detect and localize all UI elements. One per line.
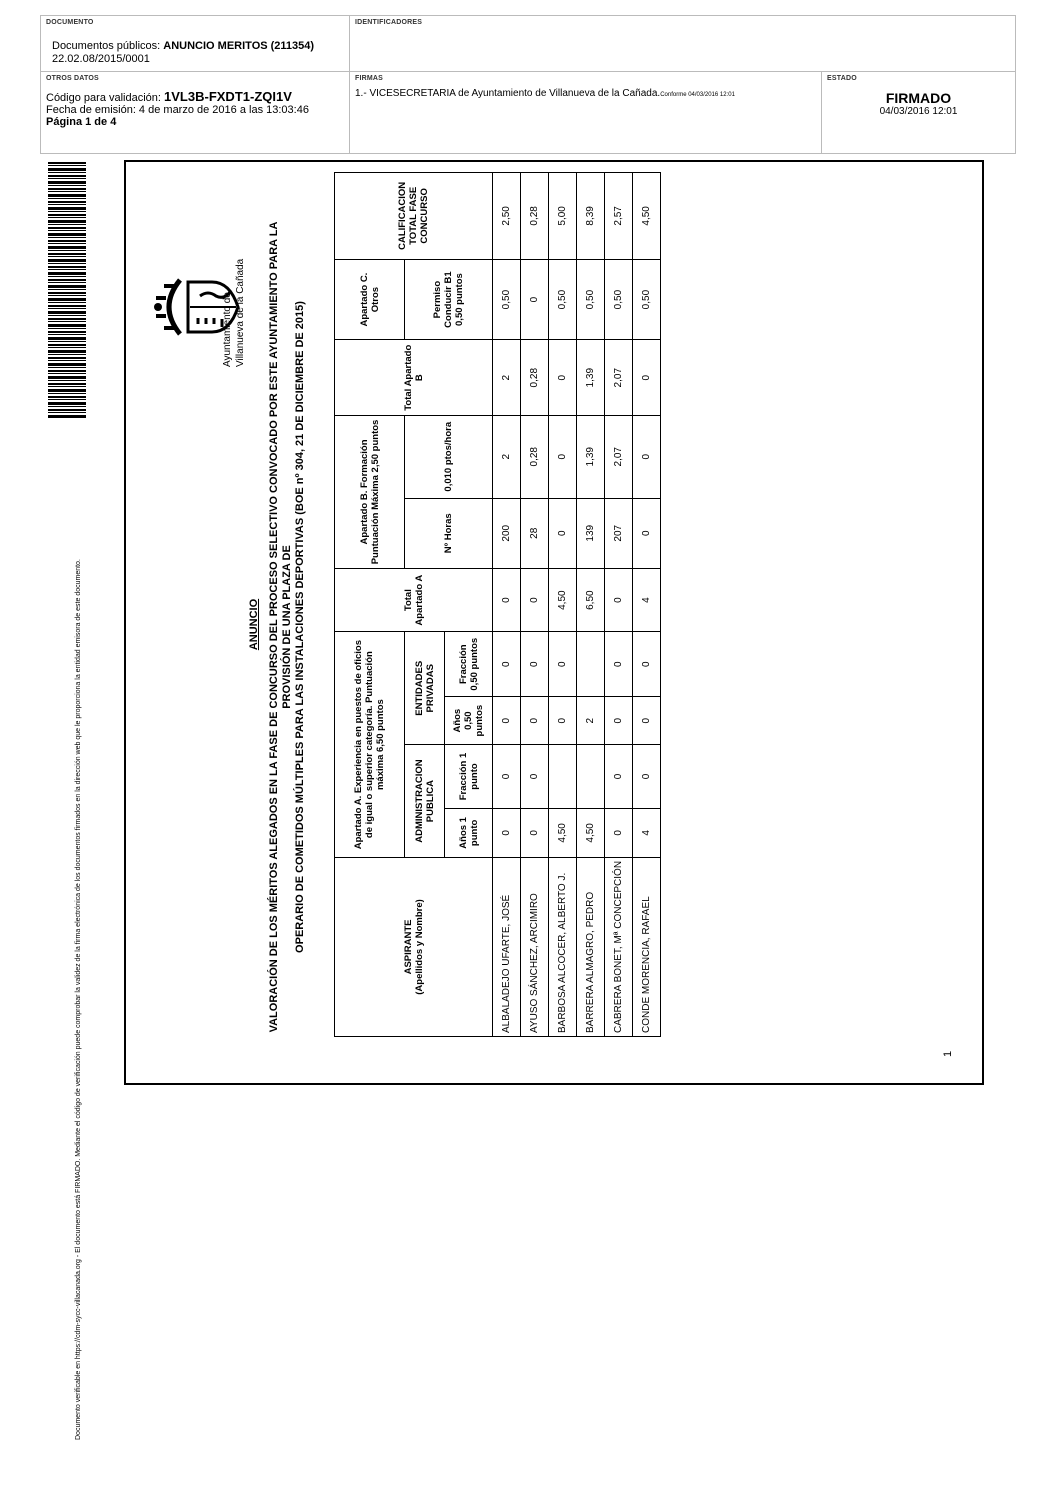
status-signed: FIRMADO — [885, 90, 952, 106]
cell-ptos: 2,07 — [605, 415, 633, 498]
cell-priv-anos: 0 — [633, 697, 661, 745]
cell-priv-anos: 0 — [521, 697, 549, 745]
cell-total-a: 0 — [605, 568, 633, 631]
table-row — [521, 173, 549, 1037]
status-date: 04/03/2016 12:01 — [879, 106, 958, 117]
cell-total-a: 0 — [493, 568, 521, 631]
cell-priv-anos: 0 — [549, 697, 577, 745]
validation-code: 1VL3B-FXDT1-ZQI1V — [164, 89, 292, 104]
col-aspirante: ASPIRANTE (Apellidos y Nombre) — [335, 857, 493, 1036]
cell-ptos: 1,39 — [577, 415, 605, 498]
documento-value: Documentos públicos: ANUNCIO MERITOS (211354) 22.02.08/2015/0001 — [52, 40, 315, 65]
cell-total: 2,57 — [605, 173, 633, 260]
cell-permiso: 0,50 — [605, 259, 633, 340]
table-body — [493, 173, 661, 1037]
cell-permiso: 0,50 — [633, 259, 661, 340]
cell-total-a: 6,50 — [577, 568, 605, 631]
cell-admin-fraccion: 0 — [605, 745, 633, 809]
firmas-label: FIRMAS — [355, 75, 384, 82]
cell-horas: 200 — [493, 498, 521, 568]
page-count: Página 1 de 4 — [46, 116, 117, 128]
cell-horas: 0 — [633, 498, 661, 568]
cell-permiso: 0,50 — [577, 259, 605, 340]
cell-admin-fraccion: 0 — [521, 745, 549, 809]
cell-priv-anos: 2 — [577, 697, 605, 745]
col-apartado-c: Apartado C. Otros — [335, 259, 405, 340]
estado-label: ESTADO — [827, 75, 857, 82]
cell-total-b: 0 — [549, 340, 577, 416]
cell-name: AYUSO SÁNCHEZ, ARCIMIRO — [521, 857, 549, 1036]
cell-name: CONDE MORENCIA, RAFAEL — [633, 857, 661, 1036]
cell-priv-fraccion: 0 — [605, 632, 633, 697]
cell-total: 2,50 — [493, 173, 521, 260]
cell-total-a: 4 — [633, 568, 661, 631]
document-title: VALORACIÓN DE LOS MÉRITOS ALEGADOS EN LA FASE DE CONCURSO DEL PROCESO SELECTIVO CONVOCADO POR ESTE AYUNTAMIENTO PARA LA PROVISIÓN DE UNA PLAZA DE OPERARIO DE COMETIDOS MÚLTIPLES PARA LAS INSTALACIONES DEPORTIVAS (BOE nº 304, 21 DE DICIEMBRE DE 2015) — [268, 221, 306, 1033]
cell-horas: 0 — [549, 498, 577, 568]
rotated-page-content — [136, 172, 981, 1077]
document-metadata-header — [40, 15, 1016, 154]
col-entidades-privadas: ENTIDADES PRIVADAS — [405, 632, 445, 745]
cell-total: 5,00 — [549, 173, 577, 260]
merits-table — [334, 172, 661, 1037]
cell-priv-fraccion: 0 — [521, 632, 549, 697]
table-row — [605, 173, 633, 1037]
identificadores-label: IDENTIFICADORES — [355, 19, 423, 26]
documento-label: DOCUMENTO — [46, 19, 94, 26]
cell-name: ALBALADEJO UFARTE, JOSÉ — [493, 857, 521, 1036]
cell-priv-anos: 0 — [493, 697, 521, 745]
verification-note: Documento verificable en https://cdm-sycc-villacanada.org - El documento está FIRMADO. Mediante el código de verificación puede comprobar la validez de la firma electrónica de los documentos firmados en la dirección web que le proporciona la entidad emisora de este documento. — [75, 559, 82, 1440]
cell-ptos: 0,28 — [521, 415, 549, 498]
table-row — [577, 173, 605, 1037]
cell-total-b: 2,07 — [605, 340, 633, 416]
col-calificacion: CALIFICACION TOTAL FASE CONCURSO — [335, 173, 493, 260]
cell-total-b: 0,28 — [521, 340, 549, 416]
cell-name: BARRERA ALMAGRO, PEDRO — [577, 857, 605, 1036]
cell-ptos: 2 — [493, 415, 521, 498]
estado-cell — [822, 72, 1015, 153]
page-number: 1 — [942, 1050, 954, 1057]
cell-priv-fraccion: 0 — [633, 632, 661, 697]
col-admin-anos: Años 1 punto — [445, 808, 493, 857]
cell-permiso: 0,50 — [493, 259, 521, 340]
cell-admin-anos: 0 — [493, 808, 521, 857]
col-priv-fraccion: Fracción 0,50 puntos — [445, 632, 493, 697]
cell-permiso: 0,50 — [549, 259, 577, 340]
cell-horas: 207 — [605, 498, 633, 568]
document-page-frame — [124, 160, 984, 1085]
cell-total-a: 4,50 — [549, 568, 577, 631]
col-total-a: Total Apartado A — [335, 568, 493, 631]
col-admin-publica: ADMINISTRACION PUBLICA — [405, 745, 445, 858]
issue-date: Fecha de emisión: 4 de marzo de 2016 a las 13:03:46 — [46, 104, 309, 116]
table-row — [549, 173, 577, 1037]
cell-priv-fraccion: 0 — [493, 632, 521, 697]
cell-name: CABRERA BONET, Mª CONCEPCIÓN — [605, 857, 633, 1036]
cell-horas: 139 — [577, 498, 605, 568]
organization-name: Ayuntamiento de Villanueva de la Cañada — [222, 258, 246, 367]
col-horas: Nº Horas — [405, 498, 493, 568]
cell-priv-fraccion: 0 — [549, 632, 577, 697]
cell-horas: 28 — [521, 498, 549, 568]
cell-admin-fraccion: 0 — [633, 745, 661, 809]
cell-admin-anos: 0 — [521, 808, 549, 857]
cell-admin-anos: 4,50 — [577, 808, 605, 857]
cell-admin-anos: 4,50 — [549, 808, 577, 857]
table-row — [493, 173, 521, 1037]
cell-total: 8,39 — [577, 173, 605, 260]
cell-ptos: 0 — [633, 415, 661, 498]
col-apartado-a: Apartado A. Experiencia en puestos de oficios de igual o superior categoría. Puntuación máxima 6,50 puntos — [335, 632, 405, 858]
cell-admin-fraccion — [549, 745, 577, 809]
signature-entry: 1.- VICESECRETARIA de Ayuntamiento de Villanueva de la Cañada. — [355, 88, 661, 99]
col-permiso: Permiso Conducir B1 0,50 puntos — [405, 259, 493, 340]
col-admin-fraccion: Fracción 1 punto — [445, 745, 493, 809]
cell-permiso: 0 — [521, 259, 549, 340]
cell-admin-fraccion: 0 — [493, 745, 521, 809]
col-apartado-b: Apartado B. Formación Puntuación Máxima 2,50 puntos — [335, 415, 405, 568]
col-total-b: Total Apartado B — [335, 340, 493, 416]
cell-priv-fraccion — [577, 632, 605, 697]
table-row — [633, 173, 661, 1037]
firmas-cell: FIRMAS 1.- VICESECRETARIA de Ayuntamiento de Villanueva de la Cañada.Conforme 04/03/2016 12:01 — [350, 72, 822, 153]
cell-admin-fraccion — [577, 745, 605, 809]
col-priv-anos: Años 0,50 puntos — [445, 697, 493, 745]
cell-total-a: 0 — [521, 568, 549, 631]
identificadores-cell — [350, 16, 1015, 72]
documento-cell — [41, 16, 350, 72]
anuncio-heading: ANUNCIO — [248, 598, 260, 651]
cell-admin-anos: 0 — [605, 808, 633, 857]
cell-total: 0,28 — [521, 173, 549, 260]
cell-name: BARBOSA ALCOCER, ALBERTO J. — [549, 857, 577, 1036]
cell-priv-anos: 0 — [605, 697, 633, 745]
col-ptos-hora: 0,010 ptos/hora — [405, 415, 493, 498]
cell-ptos: 0 — [549, 415, 577, 498]
otros-datos-cell: OTROS DATOS Código para validación: 1VL3B-FXDT1-ZQI1V Fecha de emisión: 4 de marzo de 2016 a las 13:03:46 Página 1 de 4 — [41, 72, 350, 153]
cell-total-b: 0 — [633, 340, 661, 416]
cell-total: 4,50 — [633, 173, 661, 260]
cell-total-b: 2 — [493, 340, 521, 416]
barcode-image — [48, 162, 86, 418]
cell-total-b: 1,39 — [577, 340, 605, 416]
otros-datos-label: OTROS DATOS — [46, 75, 99, 82]
cell-admin-anos: 4 — [633, 808, 661, 857]
